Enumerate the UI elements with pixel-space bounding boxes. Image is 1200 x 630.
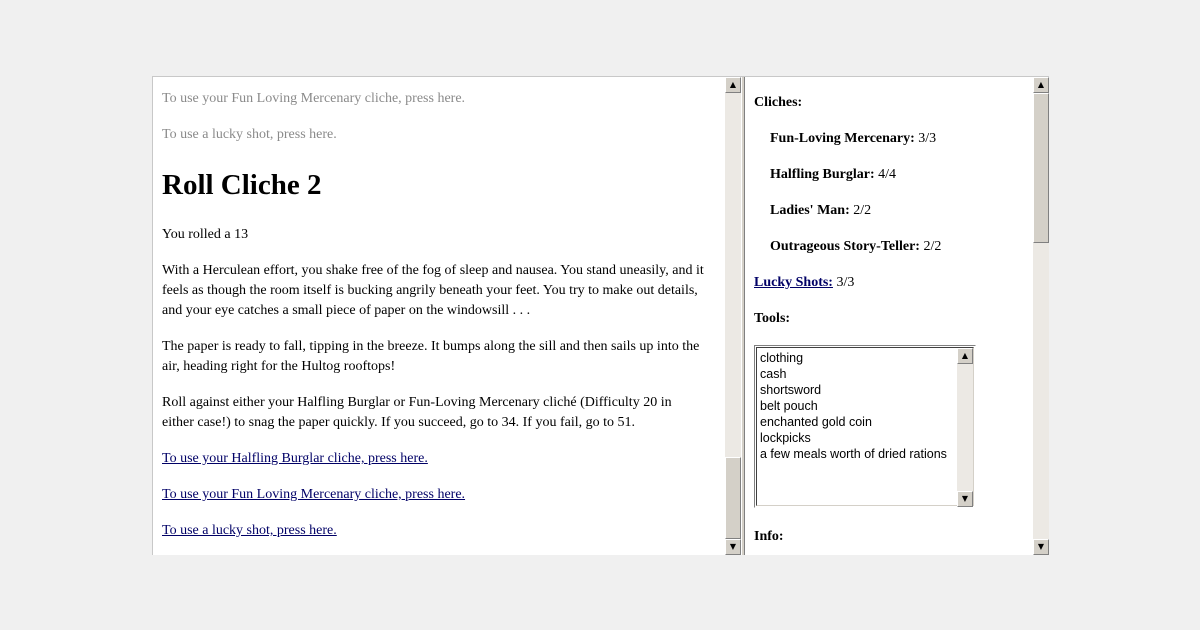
character-scrollbar[interactable] [1033, 77, 1049, 555]
character-pane [745, 77, 1033, 555]
tool-item[interactable]: lockpicks [760, 431, 811, 445]
scroll-up-arrow-icon[interactable]: ▲ [725, 77, 741, 93]
lucky-shots-value: 3/3 [836, 275, 855, 290]
tool-item[interactable]: a few meals worth of dried rations [760, 447, 947, 461]
game-window [152, 76, 1049, 555]
scroll-down-arrow-icon[interactable]: ▼ [725, 539, 741, 555]
scroll-up-arrow-icon[interactable]: ▲ [957, 348, 973, 364]
cliche-item [770, 129, 936, 149]
scrollbar-thumb[interactable] [725, 457, 741, 539]
page-title: Roll Cliche 2 [162, 169, 322, 201]
roll-result: You rolled a 13 [162, 227, 249, 242]
story-paragraph: With a Herculean effort, you shake free of the fog of sleep and nausea. You stand uneasily, and it feels as though the room itself is bucking angrily beneath your feet. You try to make out details, and your eye catches a small piece of paper on the windowsill . . . [162, 263, 704, 318]
cliche-name: Outrageous Story-Teller: [770, 239, 920, 254]
tools-listbox[interactable] [754, 345, 976, 508]
cliche-item [770, 165, 896, 185]
cliche-value: 2/2 [923, 239, 942, 254]
cliche-value: 2/2 [853, 203, 872, 218]
story-paragraph: The paper is ready to fall, tipping in the breeze. It bumps along the sill and then sails up into the air, heading right for the Hultog rooftops! [162, 339, 700, 374]
halfling-burglar-cliche-link[interactable]: To use your Halfling Burglar cliche, press here. [162, 451, 428, 466]
cliche-name: Ladies' Man: [770, 203, 850, 218]
lucky-shots-link[interactable]: Lucky Shots: [754, 275, 833, 290]
tool-item[interactable]: belt pouch [760, 399, 818, 413]
cliche-name: Fun-Loving Mercenary: [770, 131, 915, 146]
cliche-item [770, 201, 871, 221]
cliches-heading: Cliches: [754, 95, 803, 110]
scroll-up-arrow-icon[interactable]: ▲ [1033, 77, 1049, 93]
scroll-down-arrow-icon[interactable]: ▼ [957, 491, 973, 507]
tool-item[interactable]: clothing [760, 351, 804, 365]
scrollbar-thumb[interactable] [1033, 93, 1049, 243]
cliche-value: 4/4 [878, 167, 897, 182]
tools-heading: Tools: [754, 311, 791, 326]
story-paragraph: Roll against either your Halfling Burglar or Fun-Loving Mercenary cliché (Difficulty 20 in either case!) to snag the paper quickly. If you succeed, go to 34. If you fail, go to 51. [162, 395, 672, 430]
tool-item[interactable]: cash [760, 367, 787, 381]
cliche-value: 3/3 [918, 131, 937, 146]
info-heading: Info: [754, 529, 784, 544]
story-pane [153, 77, 723, 555]
scroll-down-arrow-icon[interactable]: ▼ [1033, 539, 1049, 555]
cliche-item [770, 237, 941, 257]
lucky-shot-link[interactable]: To use a lucky shot, press here. [162, 523, 337, 538]
tools-list [760, 350, 947, 462]
tool-item[interactable]: shortsword [760, 383, 822, 397]
story-scrollbar[interactable] [725, 77, 741, 555]
tools-scrollbar[interactable] [957, 348, 973, 507]
used-lucky-shot-link: To use a lucky shot, press here. [162, 127, 337, 142]
used-mercenary-cliche-link: To use your Fun Loving Mercenary cliche, press here. [162, 91, 466, 106]
tool-item[interactable]: enchanted gold coin [760, 415, 872, 429]
fun-loving-mercenary-cliche-link[interactable]: To use your Fun Loving Mercenary cliche, press here. [162, 487, 466, 502]
cliche-name: Halfling Burglar: [770, 167, 875, 182]
